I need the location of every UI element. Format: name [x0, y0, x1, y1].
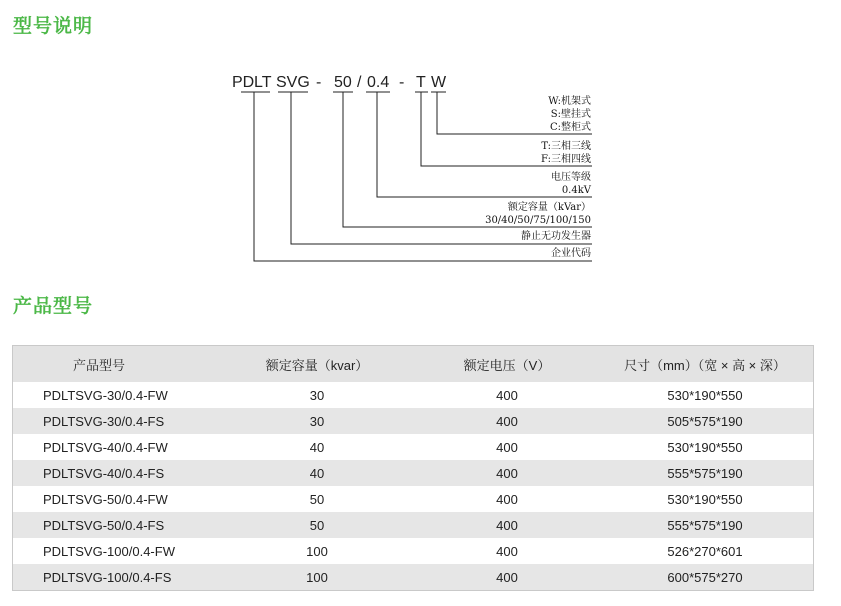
code-part-slash: / [357, 74, 362, 91]
table-row [13, 460, 813, 486]
cell-capacity: 50 [217, 512, 417, 538]
cell-model: PDLTSVG-50/0.4-FS [13, 512, 217, 538]
product-table [12, 345, 814, 591]
header-dimensions: 尺寸（mm）（宽 × 高 × 深） [597, 346, 813, 382]
cell-model: PDLTSVG-40/0.4-FS [13, 460, 217, 486]
cell-voltage: 400 [417, 486, 597, 512]
cell-dimensions: 526*270*601 [597, 538, 813, 564]
label-f: F:三相四线 [541, 154, 591, 165]
table-header-row [13, 346, 813, 382]
cell-dimensions: 555*575*190 [597, 512, 813, 538]
table-row [13, 538, 813, 564]
code-part-pd: PD [232, 74, 255, 91]
cell-dimensions: 505*575*190 [597, 408, 813, 434]
code-part-lt: LT [254, 74, 272, 91]
cell-dimensions: 530*190*550 [597, 434, 813, 460]
label-s: S:壁挂式 [550, 109, 591, 120]
cell-voltage: 400 [417, 382, 597, 408]
code-part-t: T [416, 74, 426, 91]
cell-dimensions: 530*190*550 [597, 382, 813, 408]
table-row [13, 564, 813, 590]
label-svg: 静止无功发生器 [521, 231, 591, 242]
cell-voltage: 400 [417, 512, 597, 538]
cell-capacity: 40 [217, 434, 417, 460]
table-row [13, 486, 813, 512]
cell-capacity: 100 [217, 538, 417, 564]
code-part-dash-1: - [316, 74, 322, 91]
cell-model: PDLTSVG-30/0.4-FS [13, 408, 217, 434]
table-row [13, 408, 813, 434]
cell-model: PDLTSVG-50/0.4-FW [13, 486, 217, 512]
cell-voltage: 400 [417, 564, 597, 590]
code-part-svg: SVG [276, 74, 310, 91]
cell-dimensions: 600*575*270 [597, 564, 813, 590]
code-part-w: W [431, 74, 447, 91]
code-part-dash-2: - [399, 74, 405, 91]
cell-voltage: 400 [417, 538, 597, 564]
label-capacity-title: 额定容量（kVar） [507, 202, 591, 213]
products-title: 产品型号 [13, 295, 94, 317]
cell-model: PDLTSVG-40/0.4-FW [13, 434, 217, 460]
cell-capacity: 100 [217, 564, 417, 590]
label-t: T:三相三线 [541, 141, 591, 152]
header-model: 产品型号 [13, 346, 217, 382]
model-code-diagram [0, 0, 841, 290]
cell-voltage: 400 [417, 460, 597, 486]
label-voltage-value: 0.4kV [561, 185, 591, 196]
cell-capacity: 50 [217, 486, 417, 512]
cell-dimensions: 530*190*550 [597, 486, 813, 512]
cell-capacity: 30 [217, 382, 417, 408]
cell-capacity: 40 [217, 460, 417, 486]
table-row [13, 512, 813, 538]
header-voltage: 额定电压（V） [417, 346, 597, 382]
table-row [13, 434, 813, 460]
table-row [13, 382, 813, 408]
cell-voltage: 400 [417, 408, 597, 434]
label-w: W:机架式 [548, 96, 591, 107]
label-capacity-values: 30/40/50/75/100/150 [485, 215, 591, 226]
code-part-voltage: 0.4 [367, 74, 390, 91]
code-part-capacity: 50 [334, 74, 352, 91]
cell-model: PDLTSVG-30/0.4-FW [13, 382, 217, 408]
cell-model: PDLTSVG-100/0.4-FW [13, 538, 217, 564]
diagram-lines [0, 0, 841, 290]
label-company: 企业代码 [551, 248, 591, 259]
cell-dimensions: 555*575*190 [597, 460, 813, 486]
label-c: C:整柜式 [549, 122, 591, 133]
cell-voltage: 400 [417, 434, 597, 460]
model-description-title: 型号说明 [13, 15, 94, 37]
label-voltage-title: 电压等级 [551, 172, 591, 183]
header-capacity: 额定容量（kvar） [217, 346, 417, 382]
cell-model: PDLTSVG-100/0.4-FS [13, 564, 217, 590]
cell-capacity: 30 [217, 408, 417, 434]
